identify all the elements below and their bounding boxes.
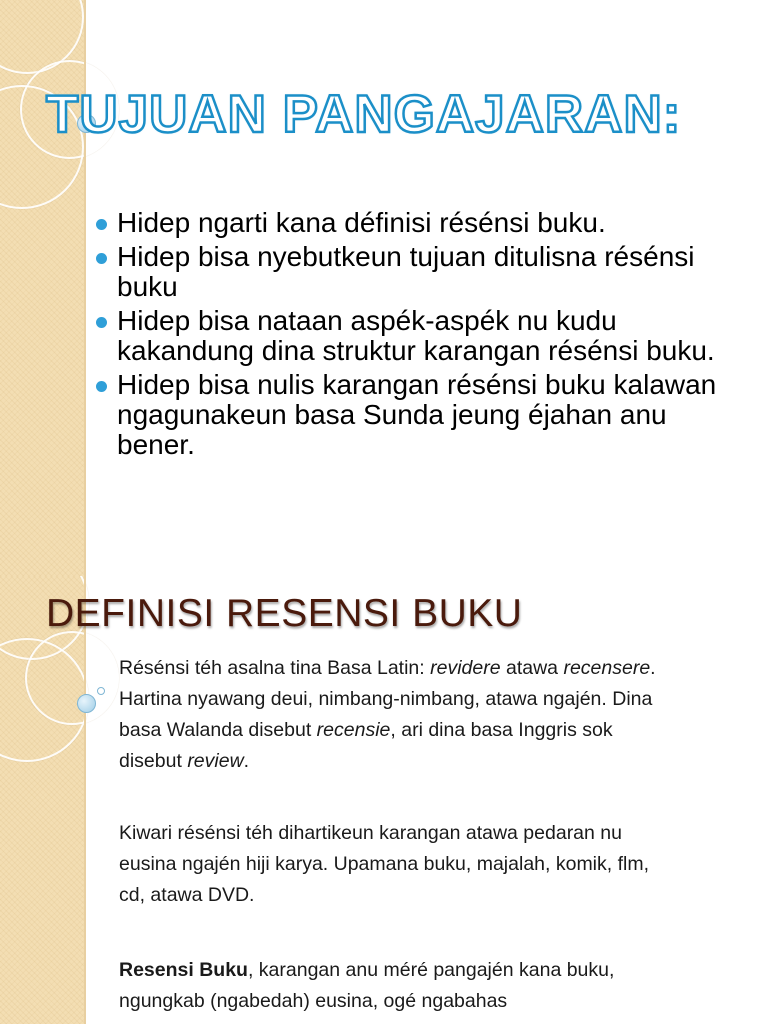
modern-meaning-paragraph: Kiwari résénsi téh dihartikeun karangan atawa pedaran nu eusina ngajén hiji karya. Upamana buku, majalah, komik, flm, cd, atawa DVD. [119,822,650,906]
slide-definisi-resensi [0,576,768,1024]
page-title: TUJUAN PANGAJARAN: [46,85,682,144]
decorative-bubble-icon [77,694,96,713]
decorative-side-strip [0,576,86,1024]
list-item [96,242,751,302]
decorative-small-bubble-icon [97,687,105,695]
list-item [96,208,751,238]
bullet-icon [96,317,107,328]
list-item-text: Hidep ngarti kana définisi résénsi buku. [117,207,606,238]
objectives-list [96,208,751,464]
list-item-text: Hidep bisa nataan aspék-aspék nu kudu kakandung dina struktur karangan résénsi buku. [117,305,715,366]
section-title: DEFINISI RESENSI BUKU [46,592,523,635]
text: , karangan anu méré pangajén kana buku, ngungkab (ngabedah) eusina, ogé ngabahas [119,959,615,1012]
bold-term: Resensi Buku [119,959,248,981]
italic-term: revidere [430,657,501,679]
bullet-icon [96,219,107,230]
strip-edge [84,576,86,1024]
italic-term: recensie [316,719,391,741]
italic-term: review [187,750,244,772]
text: , ari dina basa Inggris sok disebut [119,719,613,772]
text: . [243,750,250,772]
list-item [96,370,751,460]
bullet-icon [96,253,107,264]
definition-paragraph [119,653,679,777]
list-item-text: Hidep bisa nyebutkeun tujuan ditulisna résénsi buku [117,241,695,302]
decorative-ring [25,631,119,725]
bullet-icon [96,381,107,392]
list-item-text: Hidep bisa nulis karangan résénsi buku kalawan ngagunakeun basa Sunda jeung éjahan anu bener. [117,369,717,460]
list-item [96,306,751,366]
text: . Hartina nyawang deui, nimbang-nimbang, atawa ngajén. Dina basa Walanda disebut [119,657,656,741]
text: atawa [500,657,564,679]
italic-term: recensere [563,657,651,679]
text: Résénsi téh asalna tina Basa Latin: [119,657,431,679]
book-review-paragraph [119,955,679,1017]
